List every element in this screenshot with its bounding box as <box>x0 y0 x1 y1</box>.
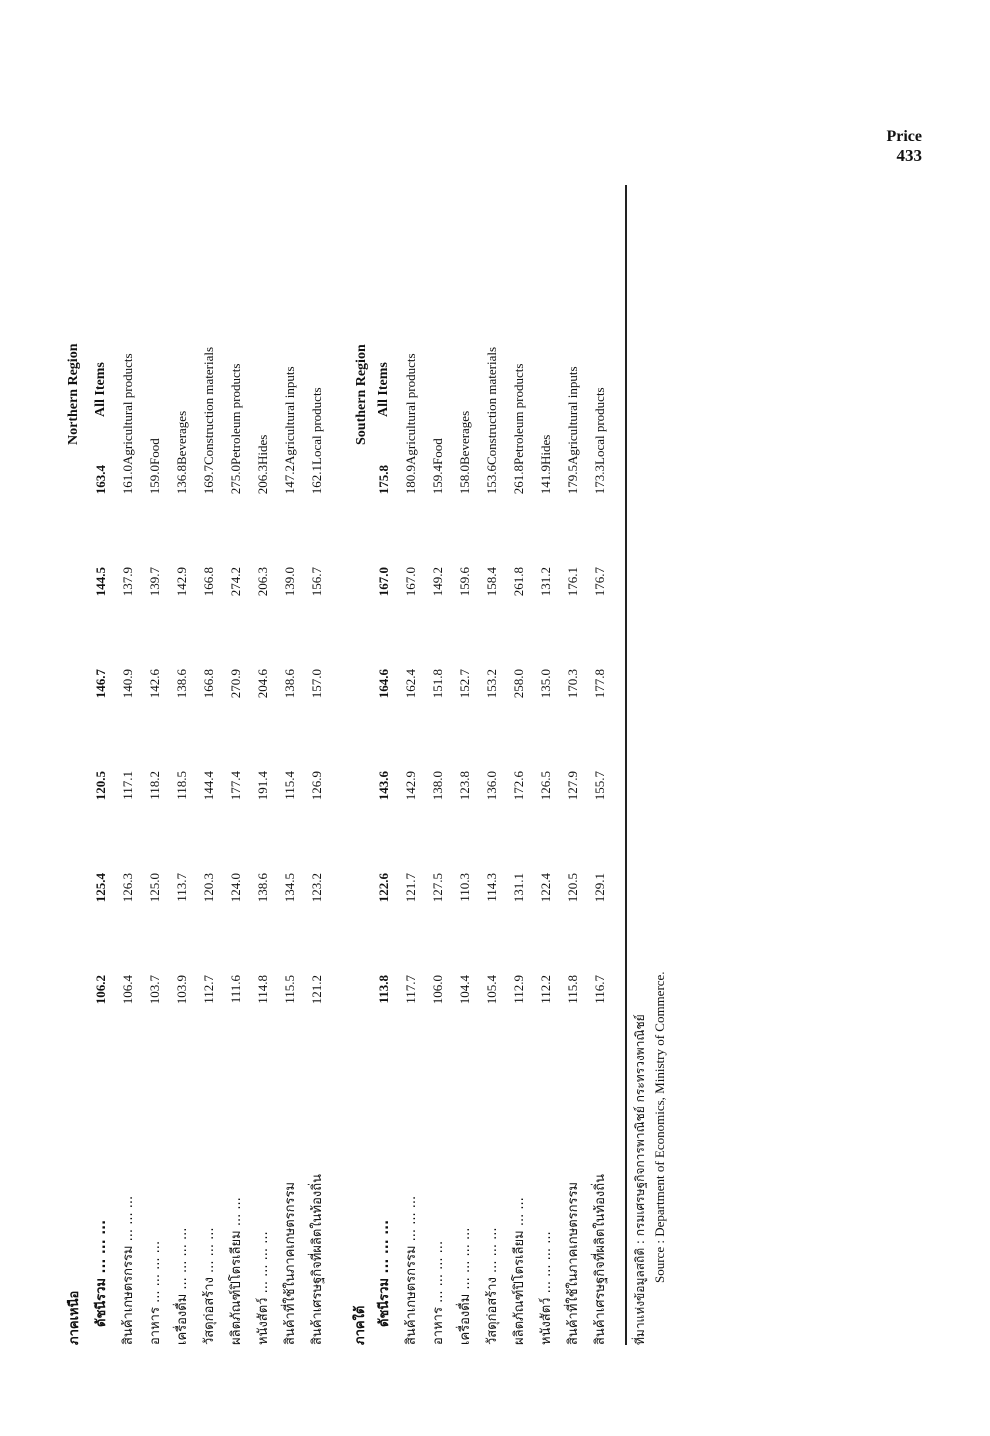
value-cell: 136.8 <box>173 465 189 495</box>
value-cell: 122.6 <box>375 873 391 903</box>
value-cell: 142.9 <box>173 567 189 597</box>
table-row <box>114 227 141 1345</box>
value-cell: 274.2 <box>227 567 243 597</box>
value-cell: 159.0 <box>146 465 162 495</box>
value-cell: 167.0 <box>375 567 391 597</box>
value-cell: 166.8 <box>200 567 216 597</box>
thai-label: ภาคเหนือ <box>67 1290 82 1345</box>
thai-label: สินค้าเศรษฐกิจที่ผลิตในท้องถิ่น <box>310 1173 325 1345</box>
value-cell: 123.2 <box>308 873 324 903</box>
table-row <box>141 227 168 1345</box>
value-cell: 105.4 <box>483 975 499 1005</box>
value-cell: 113.7 <box>173 873 189 902</box>
value-cell: 149.2 <box>429 567 445 597</box>
english-label: Petroleum products <box>510 363 526 465</box>
value-cell: 164.6 <box>375 669 391 699</box>
table-row <box>168 227 195 1345</box>
table-row <box>532 227 559 1345</box>
value-cell: 142.9 <box>402 771 418 801</box>
thai-label: สินค้าที่ใช้ในภาคเกษตรกรรม <box>566 1181 581 1345</box>
value-cell: 110.3 <box>456 873 472 902</box>
source-thai: ที่มาแห่งข้อมูลสถิติ : กรมเศรษฐกิจการพาณิชย์ กระทรวงพาณิชย์ <box>633 1014 647 1345</box>
thai-label: เครื่องดื่ม ... ... ... ... <box>458 1227 473 1345</box>
thai-label: อาหาร ... ... ... ... <box>431 1240 446 1345</box>
value-cell: 117.7 <box>402 975 418 1004</box>
value-cell: 104.4 <box>456 975 472 1005</box>
thai-label: ผลิตภัณฑ์ปิโตรเลียม ... ... <box>229 1197 244 1345</box>
english-label: Food <box>146 438 162 465</box>
english-label: Southern Region <box>354 344 369 445</box>
value-cell: 125.0 <box>146 873 162 903</box>
english-label: Local products <box>308 387 324 465</box>
english-label: Construction materials <box>200 346 216 465</box>
value-cell <box>330 567 370 669</box>
value-cell: 117.1 <box>119 771 135 800</box>
value-cell: 136.0 <box>483 771 499 801</box>
value-cell <box>330 771 370 873</box>
table-row <box>87 227 114 1345</box>
value-cell: 112.2 <box>537 975 553 1004</box>
value-cell: 153.6 <box>483 465 499 495</box>
thai-label: วัสดุก่อสร้าง ... ... ... <box>202 1227 217 1345</box>
value-cell: 138.6 <box>254 873 270 903</box>
thai-label: สินค้าเกษตรกรรม ... ... ... <box>121 1195 136 1345</box>
value-cell: 163.4 <box>92 465 108 495</box>
value-cell: 177.4 <box>227 771 243 801</box>
value-cell: 113.8 <box>375 975 391 1004</box>
value-cell <box>330 465 370 567</box>
value-cell: 156.7 <box>308 567 324 597</box>
value-cell <box>60 771 87 873</box>
value-cell: 261.8 <box>510 465 526 495</box>
thai-label: สินค้าที่ใช้ในภาคเกษตรกรรม <box>283 1181 298 1345</box>
value-cell: 138.0 <box>429 771 445 801</box>
value-cell: 129.1 <box>591 873 607 903</box>
value-cell: 118.2 <box>146 771 162 800</box>
thai-label: วัสดุก่อสร้าง ... ... ... <box>485 1227 500 1345</box>
value-cell: 153.2 <box>483 669 499 699</box>
value-cell: 152.7 <box>456 669 472 699</box>
value-cell <box>60 975 87 1077</box>
value-cell: 131.2 <box>537 567 553 597</box>
english-label: All Items <box>92 362 108 417</box>
value-cell: 176.1 <box>564 567 580 597</box>
value-cell: 134.5 <box>281 873 297 903</box>
value-cell: 180.9 <box>402 465 418 495</box>
value-cell: 151.8 <box>429 669 445 699</box>
english-label: Agricultural products <box>119 353 135 465</box>
value-cell: 158.4 <box>483 567 499 597</box>
value-cell: 115.4 <box>281 771 297 800</box>
thai-label: ดัชนีรวม ... ... ... <box>94 1219 109 1327</box>
value-cell: 126.3 <box>119 873 135 903</box>
value-cell: 138.6 <box>281 669 297 699</box>
english-label: Hides <box>254 434 270 465</box>
value-cell: 114.8 <box>254 975 270 1004</box>
value-cell: 144.4 <box>200 771 216 801</box>
english-label: Beverages <box>456 410 472 465</box>
value-cell: 162.1 <box>308 465 324 495</box>
value-cell: 143.6 <box>375 771 391 801</box>
value-cell: 115.8 <box>564 975 580 1004</box>
english-label: Agricultural products <box>402 353 418 465</box>
page-number: 433 <box>896 146 922 166</box>
value-cell <box>60 567 87 669</box>
table-row <box>249 227 276 1345</box>
value-cell: 206.3 <box>254 567 270 597</box>
value-cell <box>60 465 87 567</box>
value-cell: 106.2 <box>92 975 108 1005</box>
value-cell: 275.0 <box>227 465 243 495</box>
value-cell: 126.5 <box>537 771 553 801</box>
value-cell: 120.5 <box>92 771 108 801</box>
value-cell: 120.5 <box>564 873 580 903</box>
value-cell: 123.8 <box>456 771 472 801</box>
value-cell: 118.5 <box>173 771 189 800</box>
value-cell: 206.3 <box>254 465 270 495</box>
value-cell: 106.4 <box>119 975 135 1005</box>
table-row <box>370 227 397 1345</box>
table-row <box>559 227 586 1345</box>
value-cell <box>60 669 87 771</box>
value-cell: 137.9 <box>119 567 135 597</box>
value-cell: 159.6 <box>456 567 472 597</box>
english-label: Construction materials <box>483 346 499 465</box>
thai-label: สินค้าเกษตรกรรม ... ... ... <box>404 1195 419 1345</box>
english-label: Agricultural inputs <box>564 366 580 465</box>
value-cell <box>60 873 87 975</box>
value-cell: 176.7 <box>591 567 607 597</box>
table-row <box>586 227 613 1345</box>
value-cell: 125.4 <box>92 873 108 903</box>
value-cell: 261.8 <box>510 567 526 597</box>
value-cell: 157.0 <box>308 669 324 699</box>
region-row <box>330 227 370 1345</box>
value-cell: 146.7 <box>92 669 108 699</box>
value-cell: 159.4 <box>429 465 445 495</box>
value-cell: 131.1 <box>510 873 526 903</box>
value-cell: 173.3 <box>591 465 607 495</box>
value-cell: 103.9 <box>173 975 189 1005</box>
value-cell: 191.4 <box>254 771 270 801</box>
value-cell: 172.6 <box>510 771 526 801</box>
table-bottom-rule <box>625 185 627 1345</box>
region-row <box>60 227 87 1345</box>
value-cell: 155.7 <box>591 771 607 801</box>
value-cell: 114.3 <box>483 873 499 902</box>
rotated-table-area <box>60 185 667 1345</box>
section-title: Price <box>886 128 922 145</box>
value-cell: 121.7 <box>402 873 418 903</box>
value-cell: 147.2 <box>281 465 297 495</box>
source-english: Source : Department of Economics, Ministry of Commerce. <box>652 971 667 1283</box>
english-label: Food <box>429 438 445 465</box>
english-label: Petroleum products <box>227 363 243 465</box>
value-cell: 124.0 <box>227 873 243 903</box>
value-cell: 140.9 <box>119 669 135 699</box>
thai-label: สินค้าเศรษฐกิจที่ผลิตในท้องถิ่น <box>593 1173 608 1345</box>
value-cell: 158.0 <box>456 465 472 495</box>
table-row <box>424 227 451 1345</box>
value-cell: 116.7 <box>591 975 607 1004</box>
english-label: Beverages <box>173 410 189 465</box>
value-cell: 170.3 <box>564 669 580 699</box>
value-cell: 122.4 <box>537 873 553 903</box>
table-row <box>303 227 330 1345</box>
value-cell <box>330 873 370 975</box>
value-cell: 112.7 <box>200 975 216 1004</box>
value-cell <box>330 975 370 1077</box>
value-cell: 127.5 <box>429 873 445 903</box>
price-index-table <box>60 227 613 1345</box>
value-cell: 258.0 <box>510 669 526 699</box>
value-cell: 167.0 <box>402 567 418 597</box>
value-cell: 270.9 <box>227 669 243 699</box>
value-cell: 177.8 <box>591 669 607 699</box>
value-cell: 115.5 <box>281 975 297 1004</box>
english-label: Agricultural inputs <box>281 366 297 465</box>
thai-label: หนังสัตว์ ... ... ... ... <box>539 1231 554 1345</box>
value-cell: 179.5 <box>564 465 580 495</box>
value-cell: 142.6 <box>146 669 162 699</box>
value-cell: 127.9 <box>564 771 580 801</box>
table-row <box>195 227 222 1345</box>
value-cell: 204.6 <box>254 669 270 699</box>
table-row <box>478 227 505 1345</box>
table-row <box>276 227 303 1345</box>
value-cell: 139.0 <box>281 567 297 597</box>
table-row <box>397 227 424 1345</box>
value-cell: 106.0 <box>429 975 445 1005</box>
value-cell: 175.8 <box>375 465 391 495</box>
value-cell: 141.9 <box>537 465 553 495</box>
table-row <box>222 227 249 1345</box>
table-row <box>505 227 532 1345</box>
thai-label: ผลิตภัณฑ์ปิโตรเลียม ... ... <box>512 1197 527 1345</box>
value-cell: 166.8 <box>200 669 216 699</box>
thai-label: หนังสัตว์ ... ... ... ... <box>256 1231 271 1345</box>
value-cell: 139.7 <box>146 567 162 597</box>
english-label: Local products <box>591 387 607 465</box>
value-cell: 103.7 <box>146 975 162 1005</box>
thai-label: เครื่องดื่ม ... ... ... ... <box>175 1227 190 1345</box>
value-cell: 169.7 <box>200 465 216 495</box>
value-cell: 161.0 <box>119 465 135 495</box>
value-cell: 120.3 <box>200 873 216 903</box>
english-label: Hides <box>537 434 553 465</box>
value-cell: 112.9 <box>510 975 526 1004</box>
thai-label: ภาคใต้ <box>353 1305 368 1345</box>
thai-label: อาหาร ... ... ... ... <box>148 1240 163 1345</box>
value-cell: 162.4 <box>402 669 418 699</box>
value-cell: 111.6 <box>227 975 243 1004</box>
value-cell: 135.0 <box>537 669 553 699</box>
value-cell: 144.5 <box>92 567 108 597</box>
thai-label: ดัชนีรวม ... ... ... <box>377 1219 392 1327</box>
value-cell: 138.6 <box>173 669 189 699</box>
english-label: All Items <box>375 362 391 417</box>
page-header <box>886 128 922 166</box>
value-cell: 121.2 <box>308 975 324 1005</box>
table-row <box>451 227 478 1345</box>
english-label: Northern Region <box>65 343 81 445</box>
value-cell: 126.9 <box>308 771 324 801</box>
value-cell <box>330 669 370 771</box>
